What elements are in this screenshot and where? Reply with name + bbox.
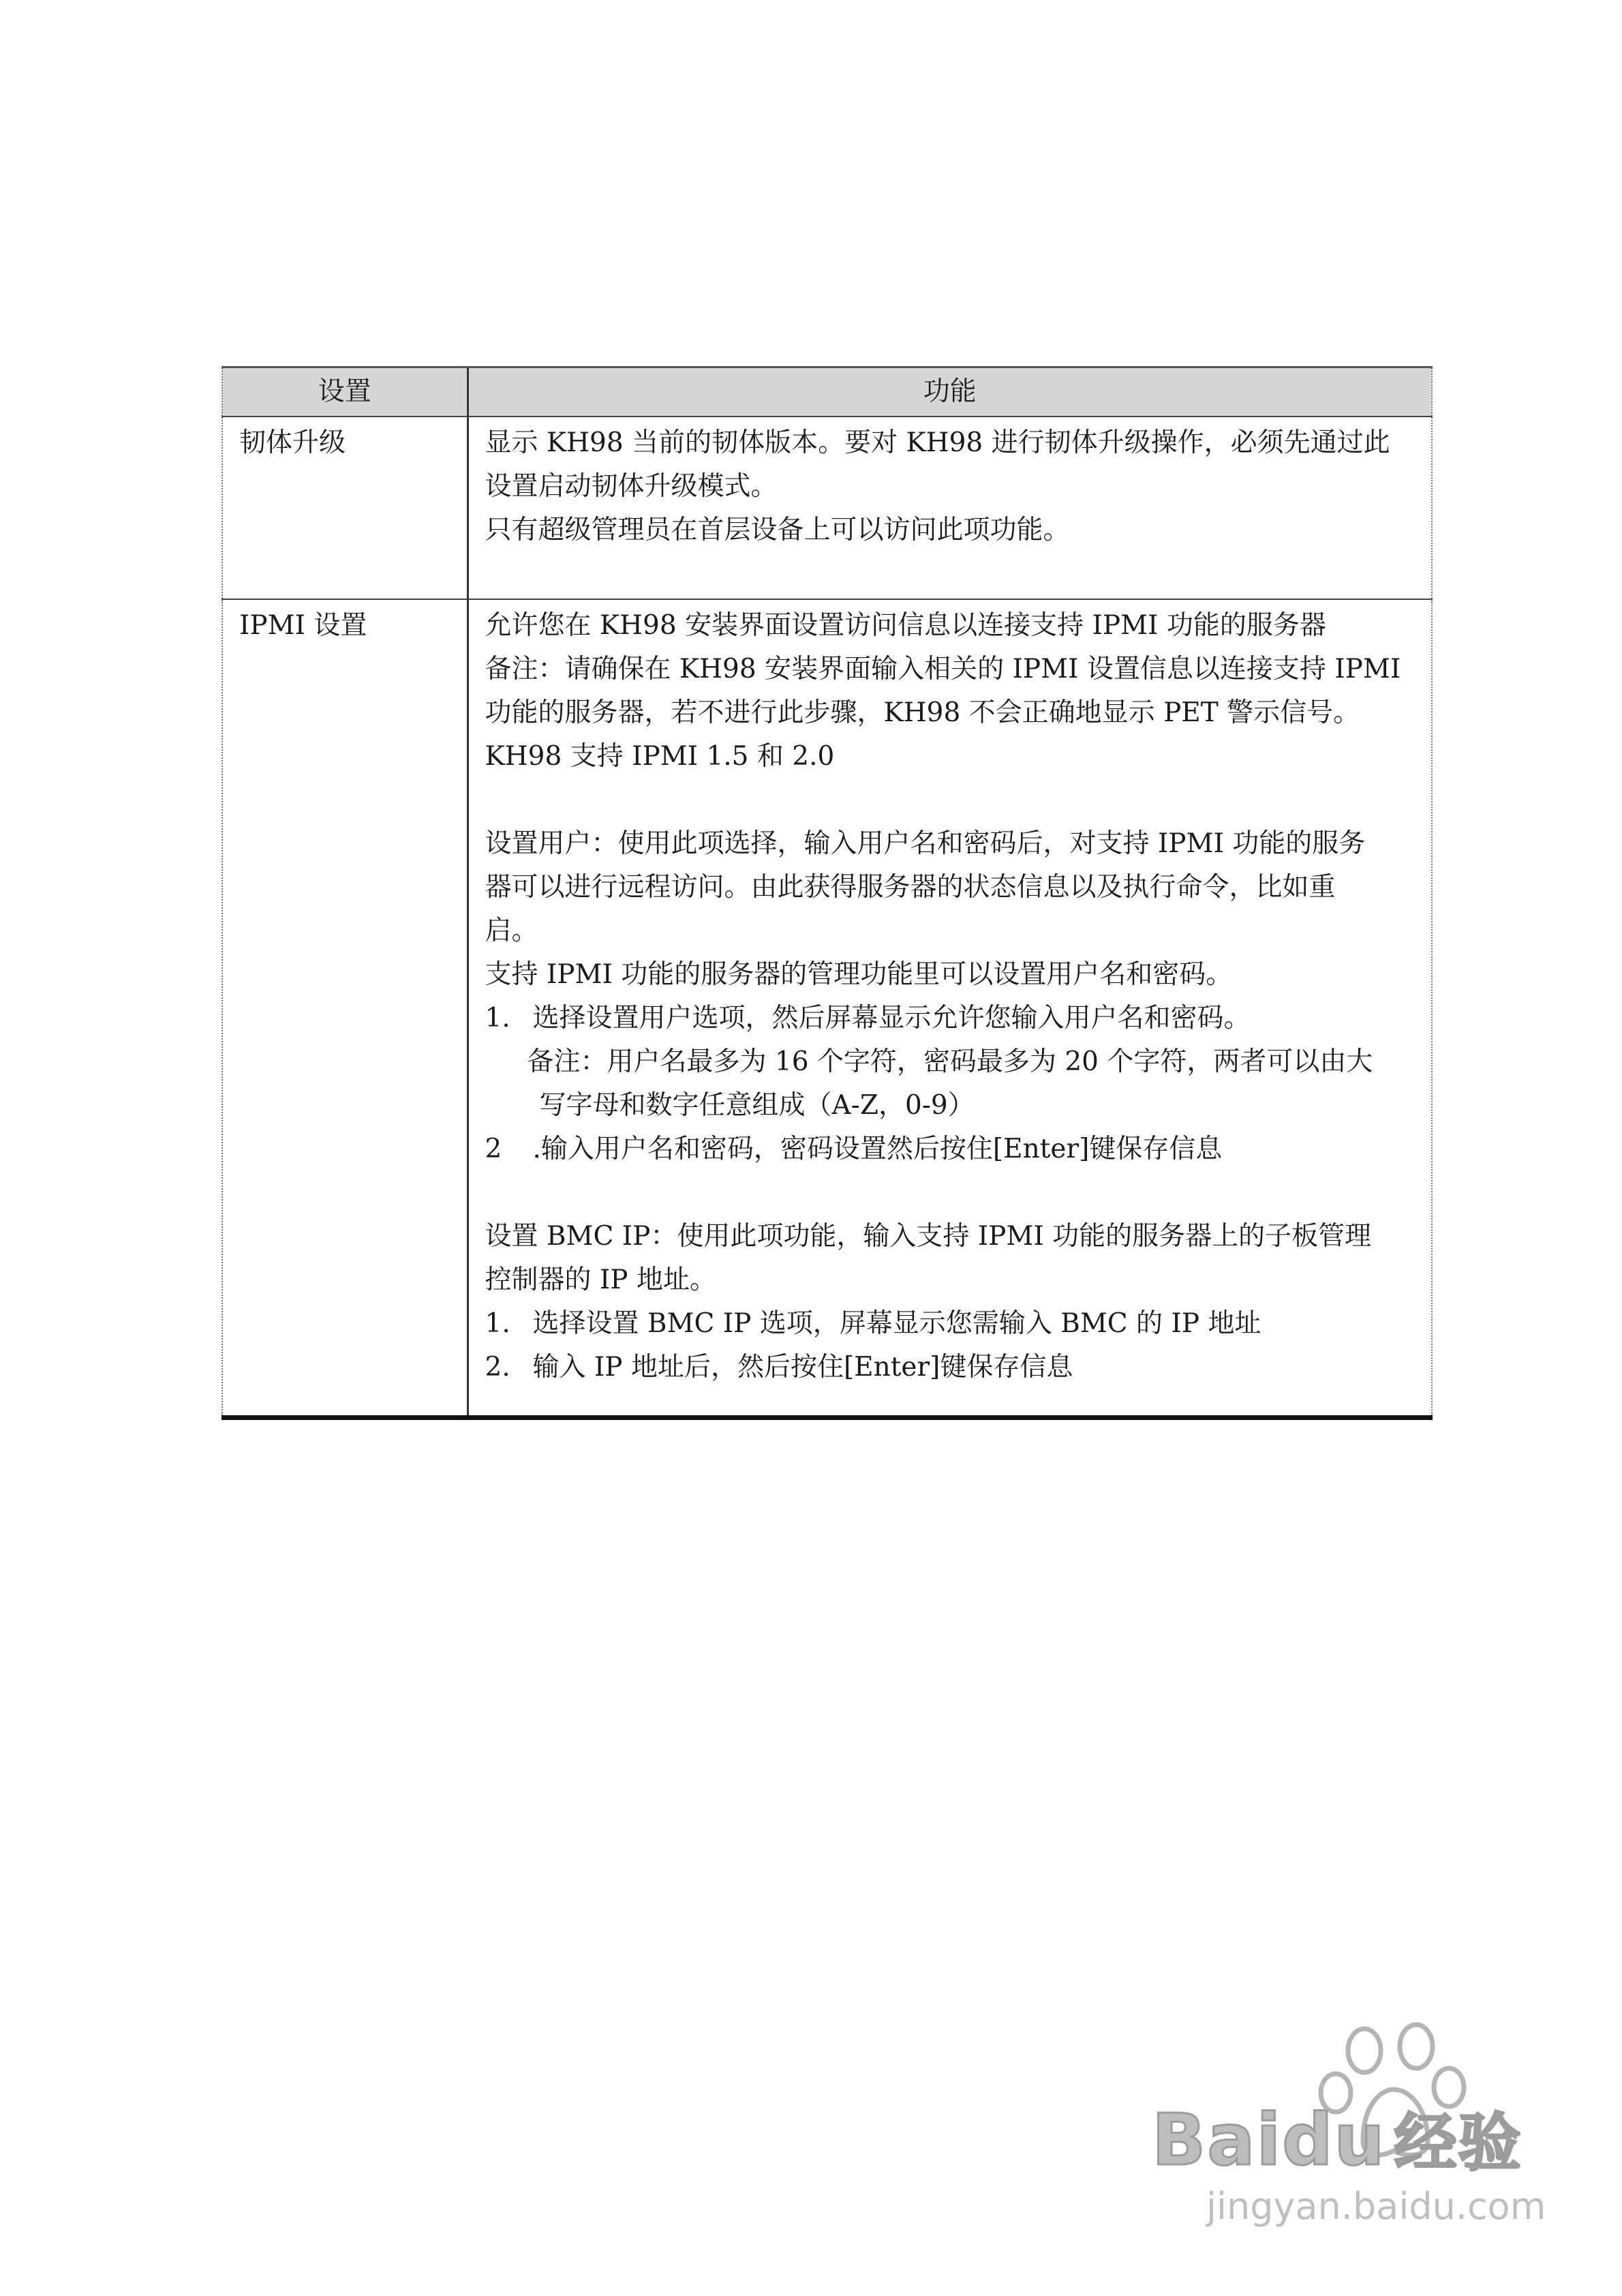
user-section-2: 器可以进行远程访问。由此获得服务器的状态信息以及执行命令，比如重	[485, 872, 1336, 903]
user-note-1: 备注：用户名最多为 16 个字符，密码最多为 20 个字符，两者可以由大	[527, 1046, 1373, 1077]
bmc-step-2-text: 输入 IP 地址后，然后按住[Enter]键保存信息	[532, 1352, 1073, 1383]
baidu-jingyan-watermark	[1131, 2011, 1574, 2236]
bmc-step-1-text: 选择设置 BMC IP 选项，屏幕显示您需输入 BMC 的 IP 地址	[532, 1308, 1261, 1339]
user-step-1-text: 选择设置用户选项，然后屏幕显示允许您输入用户名和密码。	[532, 1003, 1251, 1033]
brand-du: du	[1282, 2098, 1386, 2181]
ipmi-intro-1: 允许您在 KH98 安装界面设置访问信息以连接支持 IPMI 功能的服务器	[485, 610, 1326, 641]
function-ipmi	[468, 599, 1432, 1418]
bmc-step-2-num: 2.	[485, 1352, 510, 1383]
setting-ipmi: IPMI 设置	[222, 599, 468, 1418]
user-note-2: 写字母和数字任意组成（A-Z，0-9）	[539, 1090, 975, 1121]
user-step-2-text: .输入用户名和密码，密码设置然后按住[Enter]键保存信息	[532, 1134, 1223, 1164]
watermark-brand	[1152, 2093, 1522, 2183]
bmc-section-1: 设置 BMC IP：使用此项功能，输入支持 IPMI 功能的服务器上的子板管理	[485, 1221, 1372, 1252]
header-setting: 设置	[222, 367, 468, 417]
user-section-1: 设置用户：使用此项选择，输入用户名和密码后，对支持 IPMI 功能的服务	[485, 828, 1366, 859]
ipmi-intro-3: 功能的服务器，若不进行此步骤，KH98 不会正确地显示 PET 警示信号。	[485, 697, 1360, 728]
bmc-step-1	[485, 1302, 1425, 1346]
function-firmware-upgrade	[468, 417, 1432, 599]
user-section-4: 支持 IPMI 功能的服务器的管理功能里可以设置用户名和密码。	[485, 959, 1233, 990]
table-row-firmware	[222, 417, 1432, 599]
setting-firmware-upgrade: 韧体升级	[222, 417, 468, 599]
spacer	[485, 1171, 1425, 1215]
user-step-1	[485, 997, 1425, 1040]
ipmi-intro-2: 备注：请确保在 KH98 安装界面输入相关的 IPMI 设置信息以连接支持 IPMI	[485, 654, 1401, 684]
header-function: 功能	[468, 367, 1432, 417]
ipmi-intro-4: KH98 支持 IPMI 1.5 和 2.0	[485, 741, 835, 772]
brand-cn: 经验	[1394, 2106, 1522, 2179]
spacer	[485, 779, 1425, 822]
table-header-row	[222, 367, 1432, 417]
bmc-step-1-num: 1.	[485, 1308, 510, 1339]
settings-table	[221, 366, 1433, 1420]
table-row-ipmi	[222, 599, 1432, 1418]
bmc-step-2	[485, 1346, 1425, 1389]
brand-latin: Bai	[1152, 2098, 1283, 2181]
user-step-1-num: 1.	[485, 1003, 510, 1033]
watermark-url: jingyan.baidu.com	[1206, 2185, 1546, 2228]
fw-line-1: 显示 KH98 当前的韧体版本。要对 KH98 进行韧体升级操作，必须先通过此	[485, 427, 1390, 458]
fw-line-3: 只有超级管理员在首层设备上可以访问此项功能。	[485, 515, 1070, 545]
fw-line-2: 设置启动韧体升级模式。	[485, 471, 778, 502]
user-step-2-num: 2	[485, 1134, 502, 1164]
bmc-section-2: 控制器的 IP 地址。	[485, 1265, 716, 1295]
user-section-3: 启。	[485, 916, 538, 946]
user-step-2	[485, 1128, 1425, 1171]
